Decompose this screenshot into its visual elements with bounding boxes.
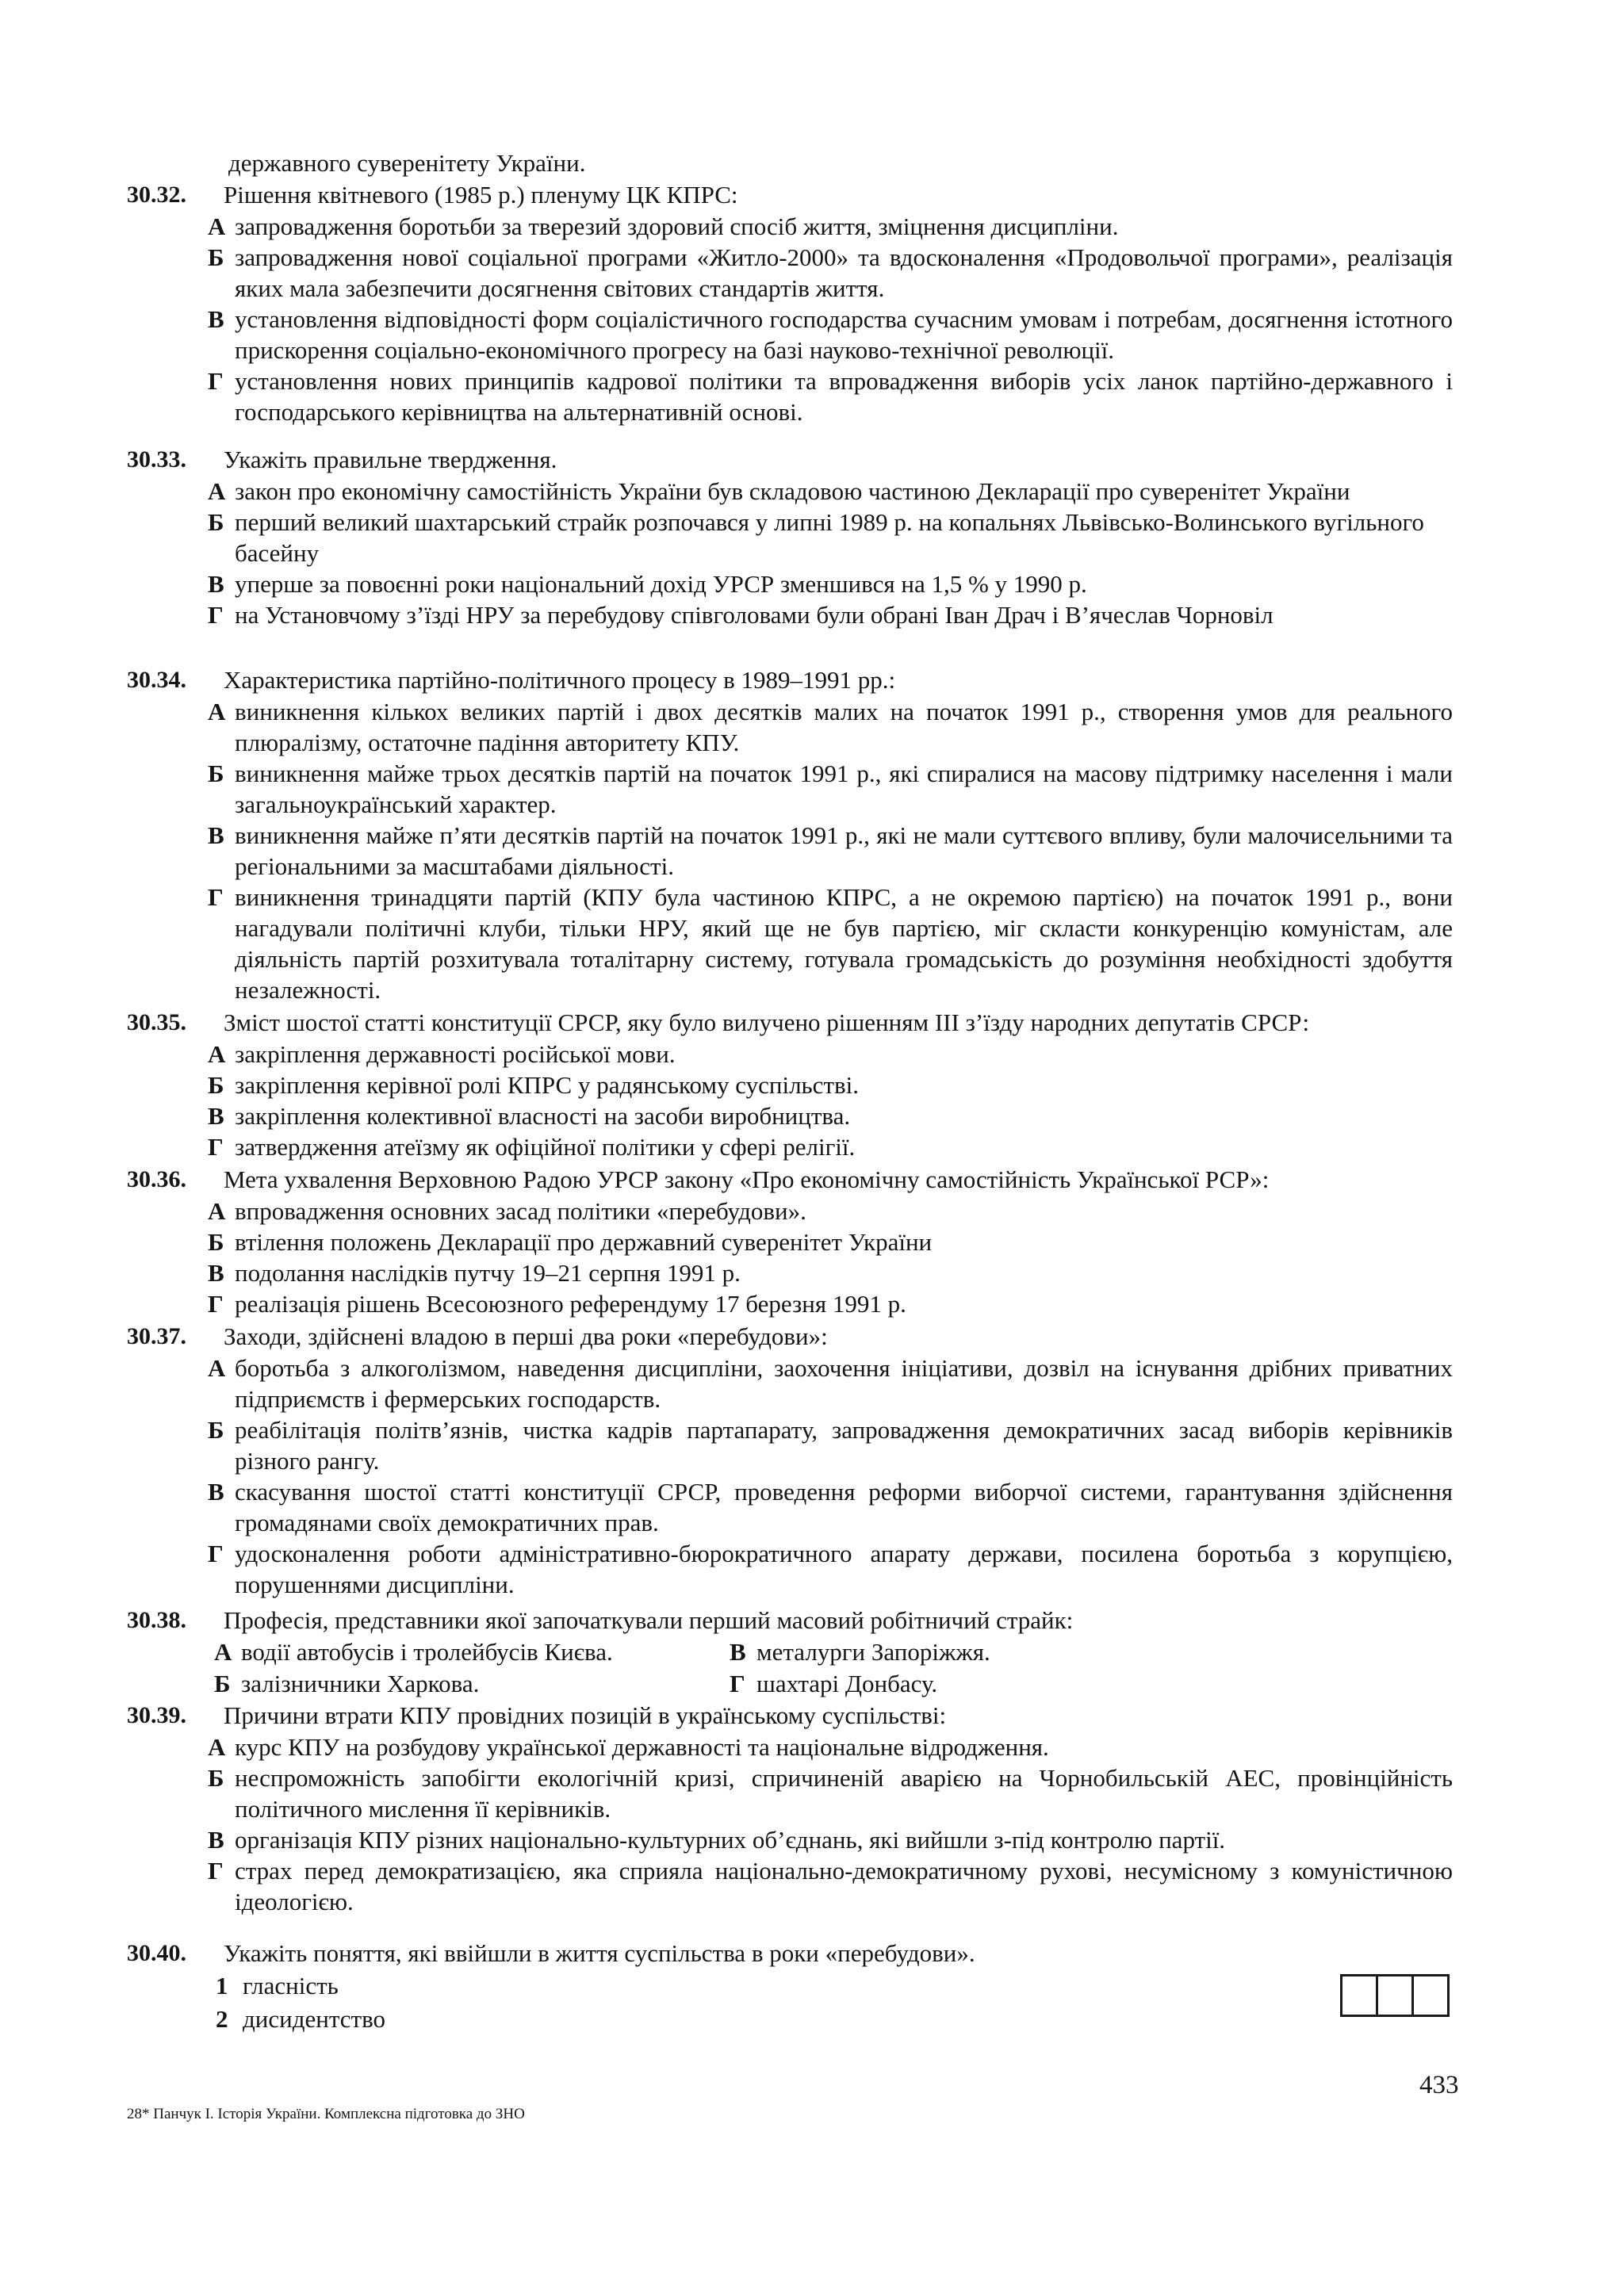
option-b: Б перший великий шахтарський страйк розпочався у липні 1989 р. на копальнях Львівсько-Волинського вугільного басейну <box>208 508 1424 567</box>
question-number: 30.33. <box>127 446 186 473</box>
options-grid <box>214 1636 1086 1700</box>
option-b: Б неспроможність запобігти екологічній кризі, спричиненій аварією на Чорнобильській АЕС, провінційність політичного мислення її керівників. <box>208 1764 1453 1823</box>
option-v: В виникнення майже п’яти десятків партій на початок 1991 р., які не мали суттєвого впливу, були малочисельними та регіональними за масштабами діяльності. <box>208 821 1453 880</box>
page-number: 433 <box>1419 2071 1459 2099</box>
option-v: В металурги Запоріжжя. <box>730 1638 990 1666</box>
answer-boxes <box>1340 1974 1447 2017</box>
question-text: Зміст шостої статті конституції СРСР, яку було вилучено рішенням III з’їзду народних депутатів СРСР: <box>224 1008 1310 1036</box>
option-a: А закон про економічну самостійність України був складовою частиною Декларації про суверенітет України <box>208 477 1350 505</box>
option-v: В закріплення колективної власності на засоби виробництва. <box>208 1102 851 1130</box>
question-30-34 <box>0 664 1624 1005</box>
option-a: А закріплення державності російської мови. <box>208 1040 676 1068</box>
option-a: А курс КПУ на розбудову української державності та національне відродження. <box>208 1733 1049 1761</box>
option-v: В установлення відповідності форм соціалістичного господарства сучасним умовам і потребам, досягнення істотного прискорення соціально-економічного прогресу на базі науково-технічної революції. <box>208 305 1453 364</box>
question-text: Рішення квітневого (1985 р.) пленуму ЦК КПРС: <box>224 181 738 209</box>
list-item: 2 дисидентство <box>216 2005 385 2033</box>
option-b: Б залізничники Харкова. <box>214 1670 480 1697</box>
question-number: 30.40. <box>127 1940 186 1966</box>
option-a: А запровадження боротьби за тверезий здоровий спосіб життя, зміцнення дисципліни. <box>208 212 1119 240</box>
option-b: Б закріплення керівної ролі КПРС у радянському суспільстві. <box>208 1071 859 1099</box>
question-number: 30.38. <box>127 1607 186 1633</box>
question-text: Мета ухвалення Верховною Радою УРСР закону «Про економічну самостійність Української РСР»: <box>224 1165 1270 1193</box>
question-text: Укажіть правильне твердження. <box>224 446 557 473</box>
question-number: 30.37. <box>127 1323 186 1349</box>
intro-line: державного суверенітету України. <box>228 149 586 177</box>
question-30-38 <box>0 1605 1624 1700</box>
list-item: 1 гласність <box>216 1972 339 1999</box>
option-v: В подолання наслідків путчу 19–21 серпня 1991 р. <box>208 1259 741 1287</box>
option-b: Б втілення положень Декларації про державний суверенітет України <box>208 1228 933 1256</box>
option-v: В уперше за повоєнні роки національний дохід УРСР зменшився на 1,5 % у 1990 р. <box>208 570 1087 598</box>
question-number: 30.39. <box>127 1702 186 1728</box>
option-g: Г страх перед демократизацією, яка сприяла національно-демократичному рухові, несумісному з комуністичною ідеологією. <box>208 1857 1453 1915</box>
option-g: Г шахтарі Донбасу. <box>730 1670 938 1697</box>
footer-text: 28* Панчук І. Історія України. Комплексна підготовка до ЗНО <box>127 2106 525 2122</box>
option-g: Г виникнення тринадцяти партій (КПУ була частиною КПРС, а не окремою партією) на початок 1991 р., вони нагадували політичні клуби, тільки НРУ, який ще не був партією, міг скласти конкуренцію комуністам, але діяльність партій розхитувала тоталітарну систему, готувала громадськість до розуміння необхідності здобуття незалежності. <box>208 883 1453 1004</box>
option-g: Г удосконалення роботи адміністративно-бюрократичного апарату держави, посилена боротьба з корупцією, порушеннями дисципліни. <box>208 1540 1453 1598</box>
option-g: Г затвердження атеїзму як офіційної політики у сфері релігії. <box>208 1133 856 1161</box>
question-30-32 <box>0 179 1624 427</box>
option-a: А водії автобусів і тролейбусів Києва. <box>214 1638 613 1666</box>
question-30-36 <box>0 1164 1624 1319</box>
option-b: Б виникнення майже трьох десятків партій на початок 1991 р., які спиралися на масову підтримку населення і мали загальноукраїнський характер. <box>208 760 1453 818</box>
option-a: А боротьба з алкоголізмом, наведення дисципліни, заохочення ініціативи, дозвіл на існування дрібних приватних підприємств і фермерських господарств. <box>208 1354 1453 1413</box>
answer-box[interactable] <box>1411 1974 1450 2017</box>
question-number: 30.36. <box>127 1166 186 1192</box>
option-g: Г реалізація рішень Всесоюзного референдуму 17 березня 1991 р. <box>208 1290 906 1318</box>
option-a: А виникнення кількох великих партій і двох десятків малих на початок 1991 р., створення умов для реального плюралізму, остаточне падіння авторитету КПУ. <box>208 698 1453 756</box>
option-a: А впровадження основних засад політики «перебудови». <box>208 1197 806 1225</box>
question-30-39 <box>0 1700 1624 1917</box>
question-number: 30.34. <box>127 667 186 693</box>
question-text: Професія, представники якої започаткували перший масовий робітничий страйк: <box>224 1606 1074 1634</box>
question-number: 30.35. <box>127 1009 186 1035</box>
question-30-37 <box>0 1321 1624 1600</box>
question-text: Заходи, здійснені владою в перші два роки «перебудови»: <box>224 1322 828 1350</box>
question-number: 30.32. <box>127 182 186 208</box>
question-30-33 <box>0 444 1624 630</box>
question-30-35 <box>0 1007 1624 1162</box>
option-b: Б запровадження нової соціальної програми «Житло-2000» та вдосконалення «Продовольчої програми», реалізація яких мала забезпечити досягнення світових стандартів життя. <box>208 243 1453 302</box>
option-v: В скасування шостої статті конституції СРСР, проведення реформи виборчої системи, гарантування здійснення громадянами своїх демократичних прав. <box>208 1478 1453 1536</box>
question-text: Характеристика партійно-політичного процесу в 1989–1991 рр.: <box>224 666 896 694</box>
question-text: Причини втрати КПУ провідних позицій в українському суспільстві: <box>224 1701 947 1729</box>
option-v: В організація КПУ різних національно-культурних об’єднань, які вийшли з-під контролю партії. <box>208 1826 1226 1854</box>
question-text: Укажіть поняття, які ввійшли в життя суспільства в роки «перебудови». <box>224 1939 975 1967</box>
answer-box[interactable] <box>1376 1974 1414 2017</box>
option-g: Г установлення нових принципів кадрової політики та впровадження виборів усіх ланок партійно-державного і господарського керівництва на альтернативній основі. <box>208 367 1453 426</box>
option-b: Б реабілітація політв’язнів, чистка кадрів партапарату, запровадження демократичних засад виборів керівників різного рангу. <box>208 1416 1453 1475</box>
answer-box[interactable] <box>1340 1974 1378 2017</box>
option-g: Г на Установчому з’їзді НРУ за перебудову співголовами були обрані Іван Драч і В’ячеслав Чорновіл <box>208 601 1274 629</box>
